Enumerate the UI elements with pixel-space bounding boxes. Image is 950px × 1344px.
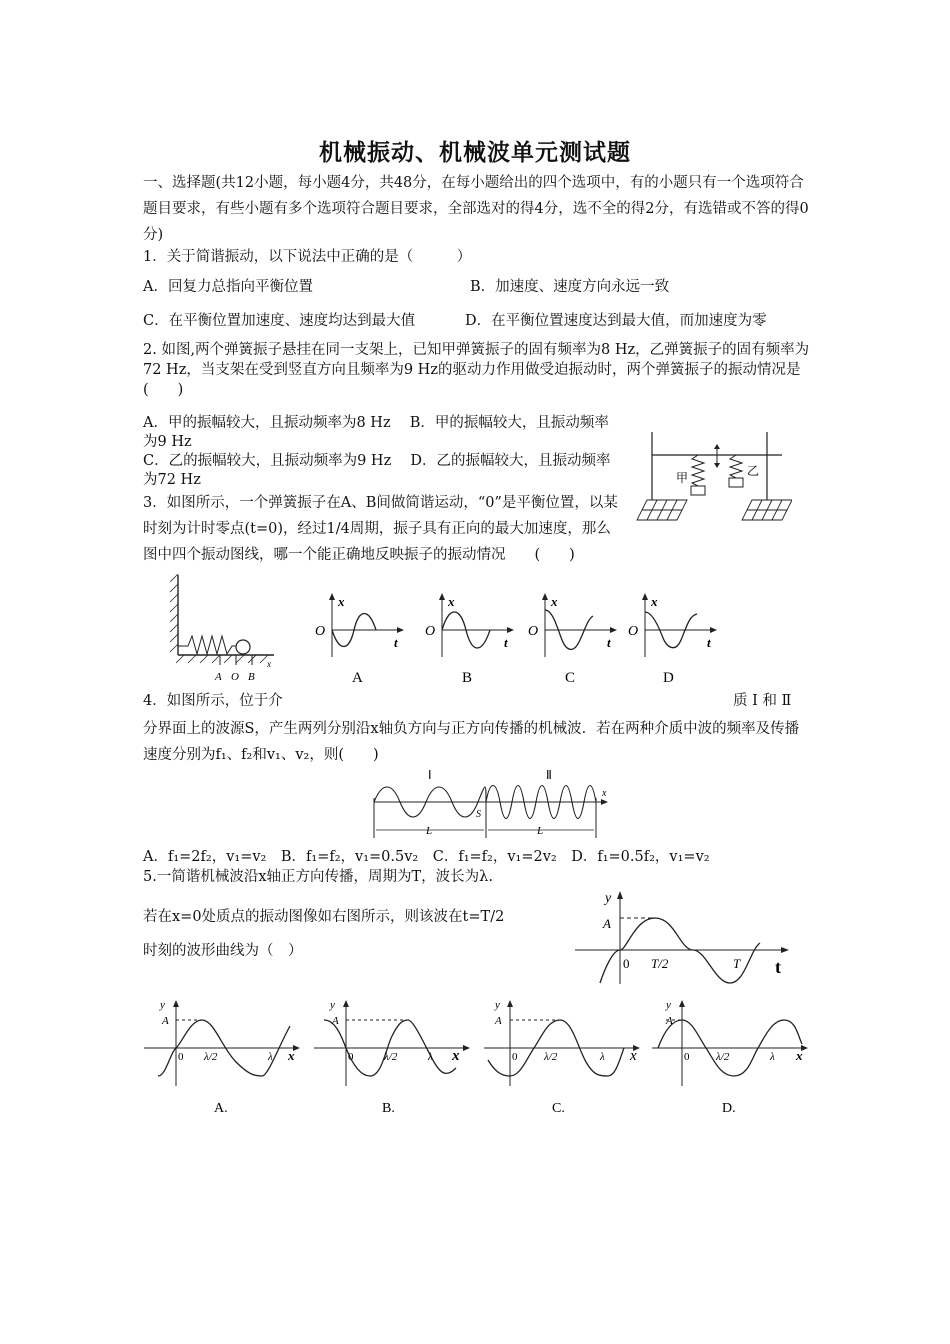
- q3-graph-b-y: x: [448, 594, 455, 609]
- q5-vibration-graph: [575, 888, 795, 986]
- q3-label-a: A: [215, 671, 222, 683]
- q4-label-medium-2: Ⅱ: [546, 768, 552, 782]
- q5-wave-a-amp: A: [162, 1015, 169, 1027]
- q2-options-cd: C．乙的振幅较大，且振动频率为9 Hz D．乙的振幅较大，且振动频率为72 Hz: [143, 453, 611, 488]
- q5-wave-b-half: λ/2: [384, 1051, 398, 1063]
- q3-graph-a-label: A: [352, 670, 363, 686]
- q5-wave-d-amp: A: [666, 1015, 673, 1027]
- q5-vib-label-half: T/2: [651, 956, 669, 971]
- q5-vib-label-axis: t: [775, 957, 781, 977]
- q3-graph-b: [422, 592, 522, 687]
- q3-graph-d-t: t: [707, 635, 711, 650]
- section-intro: 一、选择题(共12小题，每小题4分，共48分，在每小题给出的四个选项中，有的小题只有一个选项符合题目要求，有些小题有多个选项符合题目要求，全部选对的得4分，选不全的得2分，有选错或不答的得0分): [143, 175, 809, 243]
- q5-wave-c-label: C.: [552, 1101, 565, 1116]
- q4-label-l2: L: [537, 825, 544, 837]
- q5-wave-c-lambda: λ: [600, 1051, 605, 1063]
- q4-label-l1: L: [426, 825, 433, 837]
- q3-graph-b-t: t: [504, 635, 508, 650]
- q5-wave-b-amp: A: [332, 1015, 339, 1027]
- q5-wave-b: [310, 998, 475, 1123]
- q3-spring-oscillator-figure: [166, 570, 281, 688]
- q3-graph-a-y: x: [338, 594, 345, 609]
- q3-graph-d: [625, 592, 725, 687]
- q5-wave-a: [140, 998, 305, 1123]
- q4-label-s: S: [476, 809, 481, 820]
- q5-stem: 5.一简谐机械波沿x轴正方向传播，周期为T，波长为λ.: [143, 869, 493, 885]
- q4-label-x: x: [602, 788, 607, 799]
- q3-graph-c-y: x: [551, 594, 558, 609]
- q1-option-d: D．在平衡位置速度达到最大值，而加速度为零: [465, 313, 767, 329]
- q3-graph-d-label: D: [663, 670, 674, 686]
- q1-option-b: B．加速度、速度方向永远一致: [470, 279, 670, 295]
- q5-wave-a-label: A.: [214, 1101, 228, 1116]
- q5-wave-a-lambda: λ: [268, 1051, 273, 1063]
- q3-label-b: B: [248, 671, 255, 683]
- q5-wave-a-x: x: [288, 1048, 295, 1063]
- q3-graph-c-t: t: [607, 635, 611, 650]
- page-title: 机械振动、机械波单元测试题: [319, 140, 631, 166]
- q3-label-x: x: [267, 659, 271, 669]
- q5-vib-label-0: 0: [623, 956, 630, 971]
- q5-wave-c-origin: 0: [512, 1051, 518, 1063]
- q5-wave-c-amp: A: [495, 1015, 502, 1027]
- q5-wave-d-x: x: [796, 1048, 803, 1063]
- q5-wave-d-half: λ/2: [716, 1051, 730, 1063]
- q3-graph-c-origin: O: [528, 624, 539, 639]
- q5-vib-label-t: T: [733, 956, 741, 971]
- q2-spring-frame-figure: [632, 430, 792, 525]
- q5-vib-label-a: A: [603, 916, 611, 931]
- q4-wave-figure: [368, 768, 613, 840]
- q2-stem: 2. 如图,两个弹簧振子悬挂在同一支架上，已知甲弹簧振子的固有频率为8 Hz，乙弹簧振子的固有频率为72 Hz，当支架在受到竖直方向且频率为9 Hz的驱动力作用做受迫振动时，两个弹簧振子的振动情况是( ): [143, 342, 810, 398]
- q5-wave-a-y: y: [160, 999, 165, 1011]
- q5-wave-b-y: y: [330, 999, 335, 1011]
- q5-wave-b-lambda: λ: [428, 1051, 433, 1063]
- q5-wave-d-lambda: λ: [770, 1051, 775, 1063]
- q2-options-ab: A．甲的振幅较大，且振动频率为8 Hz B．甲的振幅较大，且振动频率为9 Hz: [143, 415, 609, 450]
- q3-graph-a-t: t: [394, 635, 398, 650]
- q3-graph-d-y: x: [651, 594, 658, 609]
- q3-graph-d-origin: O: [628, 624, 639, 639]
- q2-label-yi: 乙: [747, 464, 760, 478]
- q3-graph-b-origin: O: [425, 624, 436, 639]
- q4-label-medium-1: Ⅰ: [428, 768, 432, 782]
- q4-stem-left: 4．如图所示，位于介: [143, 693, 283, 709]
- q4-stem-rest: 分界面上的波源S，产生两列分别沿x轴负方向与正方向传播的机械波．若在两种介质中波的频率及传播速度分别为f₁、f₂和v₁、v₂，则( ): [143, 721, 800, 763]
- q3-graph-a-origin: O: [315, 624, 326, 639]
- q5-line-3: 时刻的波形曲线为（ ）: [143, 943, 303, 959]
- q5-wave-d-y: y: [666, 999, 671, 1011]
- q5-wave-d-origin: 0: [684, 1051, 690, 1063]
- q5-line-2: 若在x=0处质点的振动图像如右图所示，则该波在t=T/2: [143, 909, 505, 925]
- q2-label-jia: 甲: [676, 471, 689, 485]
- q3-graph-a: [312, 592, 412, 687]
- q1-option-a: A．回复力总指向平衡位置: [143, 279, 313, 295]
- q5-wave-c-x: x: [630, 1048, 637, 1064]
- q5-wave-a-origin: 0: [178, 1051, 184, 1063]
- q3-graph-b-label: B: [462, 670, 473, 686]
- q5-wave-c-half: λ/2: [544, 1051, 558, 1063]
- q3-graph-c-label: C: [565, 670, 576, 686]
- q5-wave-c: [480, 998, 645, 1123]
- q5-wave-b-x: x: [452, 1048, 460, 1064]
- q4-stem-right: 质 Ⅰ 和 Ⅱ: [733, 693, 792, 709]
- q1-stem: 1．关于简谐振动，以下说法中正确的是（ ）: [143, 249, 472, 265]
- q3-stem-part: 3．如图所示，一个弹簧振子在A、B间做简谐运动，“0”是平衡位置，以某时刻为计时零点(t=0)，经过1/4周期，振子具有正向的最大加速度，那么图中四个振动图线，哪一个能正确地反映振子的振动情况 ( ): [143, 495, 618, 563]
- q3-graph-c: [525, 592, 625, 687]
- q5-wave-d-label: D.: [722, 1101, 736, 1116]
- q4-options: A．f₁=2f₂，v₁=v₂ B．f₁=f₂，v₁=0.5v₂ C．f₁=f₂，v₁=2v₂ D．f₁=0.5f₂，v₁=v₂: [143, 849, 710, 865]
- q5-wave-b-origin: 0: [348, 1051, 354, 1063]
- q5-wave-a-half: λ/2: [204, 1051, 218, 1063]
- q1-option-c: C．在平衡位置加速度、速度均达到最大值: [143, 313, 416, 329]
- q3-label-o: O: [231, 671, 239, 683]
- q5-wave-d: [648, 998, 813, 1123]
- q5-wave-b-label: B.: [382, 1101, 395, 1116]
- q5-vib-label-y: y: [605, 891, 612, 906]
- q5-wave-c-y: y: [495, 999, 500, 1011]
